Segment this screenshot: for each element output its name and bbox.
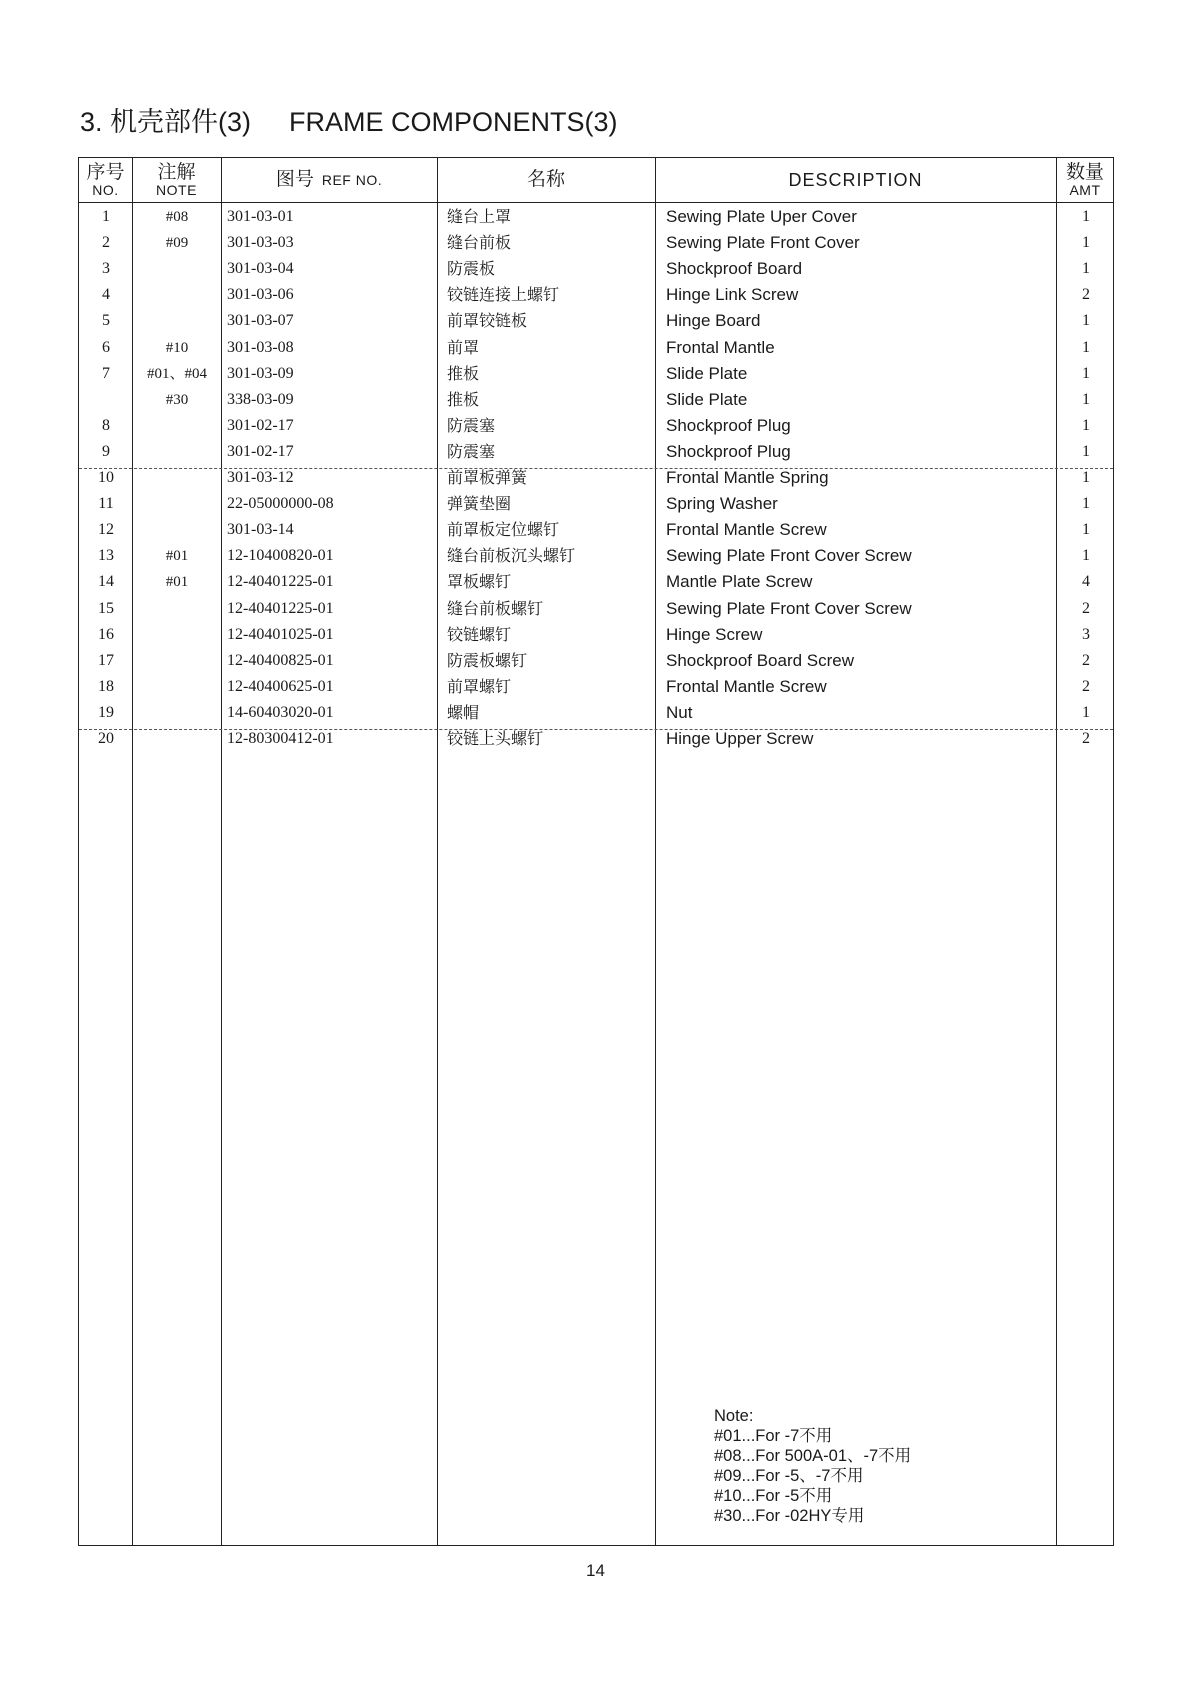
cell-description: Mantle Plate Screw: [666, 572, 813, 592]
parts-table: [78, 157, 1114, 1546]
cell-ref-no: 301-02-17: [227, 416, 294, 434]
cell-name-cn: 铰链上头螺钉: [447, 729, 544, 748]
cell-note: #09: [165, 235, 189, 252]
cell-amt: 1: [1082, 703, 1090, 721]
cell-no: 17: [98, 651, 114, 669]
table-row: [79, 361, 1113, 387]
cell-description: Spring Washer: [666, 494, 778, 514]
page-title-cn: 3. 机壳部件(3): [80, 107, 252, 137]
cell-description: Sewing Plate Front Cover Screw: [666, 546, 912, 566]
cell-name-cn: 前罩: [447, 337, 480, 357]
cell-note: [133, 413, 221, 439]
cell-amt: 1: [1082, 208, 1090, 225]
cell-ref-no: 301-03-14: [227, 521, 294, 539]
cell-description: Shockproof Board: [666, 259, 803, 279]
cell-name-cn: 前罩板定位螺钉: [447, 520, 560, 540]
table-row: [79, 387, 1113, 413]
cell-amt: 1: [1082, 416, 1090, 434]
cell-note: #08: [165, 209, 189, 225]
cell-no: 12: [98, 521, 114, 539]
cell-ref-no: 301-03-08: [227, 338, 294, 356]
cell-no: 11: [98, 495, 114, 513]
cell-amt: 1: [1082, 521, 1090, 539]
cell-ref-no: 22-05000000-08: [227, 495, 334, 513]
cell-note: [133, 674, 221, 700]
cell-name-cn: 铰链螺钉: [447, 624, 512, 644]
header-ref: [221, 158, 437, 202]
cell-amt: 2: [1082, 730, 1090, 747]
cell-name-cn: 缝台前板: [447, 233, 512, 253]
header-amt: [1056, 158, 1114, 202]
cell-name-cn: 防震板螺钉: [447, 650, 528, 670]
cell-description: Hinge Board: [666, 311, 761, 331]
cell-amt: 2: [1082, 651, 1090, 669]
cell-note: [133, 596, 221, 622]
header-note: [132, 158, 221, 202]
cell-no: 9: [102, 442, 110, 460]
table-row: [79, 282, 1113, 308]
cell-description: Hinge Upper Screw: [666, 729, 814, 748]
cell-description: Frontal Mantle Spring: [666, 468, 829, 487]
cell-description: Slide Plate: [666, 389, 748, 409]
note-line: #08...For 500A-01、-7不用: [714, 1447, 912, 1465]
notes: [714, 1406, 911, 1526]
cell-no: 15: [98, 599, 114, 617]
note-line: #10...For -5不用: [714, 1487, 833, 1505]
cell-ref-no: 301-03-12: [227, 469, 294, 486]
cell-name-cn: 罩板螺钉: [447, 572, 512, 592]
cell-description: Slide Plate: [666, 363, 748, 383]
cell-no: 14: [98, 573, 114, 591]
cell-description: Shockproof Plug: [666, 441, 791, 461]
table-row: [79, 308, 1113, 334]
cell-amt: 1: [1082, 390, 1090, 408]
cell-note: #01: [165, 574, 189, 591]
table-row: [79, 648, 1113, 674]
cell-note: [133, 517, 221, 543]
cell-no: 3: [102, 260, 110, 278]
cell-no: 4: [102, 286, 110, 304]
cell-note: [133, 256, 221, 282]
table-row: [79, 230, 1113, 256]
page-title: [80, 100, 618, 139]
note-line: #09...For -5、-7不用: [714, 1467, 864, 1485]
cell-no: 13: [98, 547, 114, 565]
cell-amt: 1: [1082, 364, 1090, 382]
cell-name-cn: 防震塞: [447, 441, 496, 461]
cell-name-cn: 螺帽: [447, 702, 480, 722]
cell-note: [133, 308, 221, 334]
cell-description: Sewing Plate Uper Cover: [666, 207, 857, 226]
table-row: [79, 413, 1113, 439]
cell-note: #01、#04: [146, 365, 207, 382]
cell-amt: 1: [1082, 234, 1090, 252]
cell-ref-no: 301-03-09: [227, 364, 294, 382]
notes-heading: Note:: [714, 1407, 754, 1425]
header-note-en: NOTE: [156, 181, 197, 198]
cell-name-cn: 缝台前板螺钉: [447, 598, 544, 618]
cell-description: Frontal Mantle Screw: [666, 676, 827, 696]
cell-note: #10: [165, 339, 189, 356]
cell-no: 16: [98, 625, 114, 643]
cell-no: 7: [102, 364, 110, 382]
cell-amt: 1: [1082, 312, 1090, 330]
cell-amt: 3: [1082, 625, 1090, 643]
cell-ref-no: 301-03-04: [227, 260, 294, 278]
cell-name-cn: 前罩铰链板: [447, 311, 528, 331]
cell-note: [133, 465, 221, 491]
cell-description: Sewing Plate Front Cover Screw: [666, 598, 912, 618]
table-row: [79, 465, 1113, 491]
table-row: [79, 700, 1113, 726]
header-divider: [79, 202, 1113, 203]
cell-description: Sewing Plate Front Cover: [666, 233, 860, 253]
header-ref-en: REF NO.: [321, 171, 383, 188]
header-amt-en: AMT: [1069, 181, 1101, 198]
cell-note: [133, 439, 221, 465]
cell-note: [133, 491, 221, 517]
cell-name-cn: 推板: [447, 389, 480, 409]
header-amt-cn: 数量: [1065, 160, 1104, 183]
header-description-en: DESCRIPTION: [788, 169, 923, 190]
cell-description: Hinge Screw: [666, 624, 763, 644]
cell-ref-no: 12-80300412-01: [227, 730, 334, 747]
cell-amt: 2: [1082, 677, 1090, 695]
table-row: [79, 674, 1113, 700]
cell-no: 20: [98, 730, 114, 747]
cell-note: [133, 700, 221, 726]
header-no: [79, 158, 132, 202]
table-row: [79, 569, 1113, 595]
cell-amt: 4: [1082, 573, 1090, 591]
header-ref-cn: 图号: [275, 168, 314, 191]
cell-no: 1: [102, 208, 110, 225]
cell-amt: 1: [1082, 338, 1090, 356]
cell-amt: 1: [1082, 260, 1090, 278]
header-no-en: NO.: [92, 181, 119, 198]
table-row: [79, 622, 1113, 648]
cell-description: Nut: [666, 702, 693, 722]
cell-no: 2: [102, 234, 110, 252]
table-row: [79, 204, 1113, 230]
table-row: [79, 256, 1113, 282]
cell-name-cn: 缝台前板沉头螺钉: [447, 546, 576, 566]
cell-name-cn: 推板: [447, 363, 480, 383]
table-row: [79, 543, 1113, 569]
cell-ref-no: 12-40401225-01: [227, 573, 334, 591]
cell-ref-no: 12-40401025-01: [227, 625, 334, 643]
cell-name-cn: 铰链连接上螺钉: [447, 285, 560, 305]
table-row: [79, 517, 1113, 543]
cell-no: [79, 387, 133, 413]
cell-name-cn: 前罩螺钉: [447, 676, 512, 696]
page-title-en: FRAME COMPONENTS(3): [289, 107, 618, 137]
cell-ref-no: 301-03-06: [227, 286, 294, 304]
cell-ref-no: 12-40400825-01: [227, 651, 334, 669]
cell-no: 10: [98, 469, 114, 486]
cell-ref-no: 301-02-17: [227, 442, 294, 460]
cell-ref-no: 12-40401225-01: [227, 599, 334, 617]
cell-description: Shockproof Plug: [666, 415, 791, 435]
cell-amt: 2: [1082, 599, 1090, 617]
cell-name-cn: 防震塞: [447, 415, 496, 435]
cell-amt: 1: [1082, 442, 1090, 460]
cell-description: Shockproof Board Screw: [666, 650, 855, 670]
cell-no: 19: [98, 703, 114, 721]
cell-note: #30: [165, 391, 189, 408]
cell-name-cn: 防震板: [447, 259, 496, 279]
cell-amt: 2: [1082, 286, 1090, 304]
cell-description: Hinge Link Screw: [666, 285, 799, 305]
cell-amt: 1: [1082, 547, 1090, 565]
table-row: [79, 726, 1113, 752]
note-line: #30...For -02HY专用: [714, 1507, 865, 1525]
table-row: [79, 596, 1113, 622]
cell-ref-no: 14-60403020-01: [227, 703, 334, 721]
cell-ref-no: 338-03-09: [227, 390, 294, 408]
cell-description: Frontal Mantle Screw: [666, 520, 827, 540]
header-no-cn: 序号: [86, 160, 125, 183]
header-name-cn: 名称: [526, 168, 565, 191]
cell-name-cn: 弹簧垫圈: [447, 494, 512, 514]
header-description: [655, 158, 1056, 202]
header-note-cn: 注解: [157, 160, 196, 183]
cell-name-cn: 缝台上罩: [447, 207, 512, 226]
cell-amt: 1: [1082, 469, 1090, 486]
table-row: [79, 335, 1113, 361]
cell-ref-no: 12-10400820-01: [227, 547, 334, 565]
cell-description: Frontal Mantle: [666, 337, 775, 357]
header-name: [437, 158, 655, 202]
cell-ref-no: 12-40400625-01: [227, 677, 334, 695]
cell-ref-no: 301-03-07: [227, 312, 294, 330]
cell-no: 18: [98, 677, 114, 695]
cell-ref-no: 301-03-03: [227, 234, 294, 252]
cell-note: [133, 726, 221, 752]
cell-note: [133, 622, 221, 648]
cell-amt: 1: [1082, 495, 1090, 513]
cell-ref-no: 301-03-01: [227, 208, 294, 225]
cell-name-cn: 前罩板弹簧: [447, 468, 528, 487]
cell-no: 5: [102, 312, 110, 330]
note-line: #01...For -7不用: [714, 1427, 833, 1445]
cell-note: #01: [165, 548, 189, 565]
cell-no: 8: [102, 416, 110, 434]
table-row: [79, 491, 1113, 517]
cell-note: [133, 648, 221, 674]
page-number: 14: [586, 1561, 605, 1580]
cell-no: 6: [102, 338, 110, 356]
cell-note: [133, 282, 221, 308]
table-row: [79, 439, 1113, 465]
